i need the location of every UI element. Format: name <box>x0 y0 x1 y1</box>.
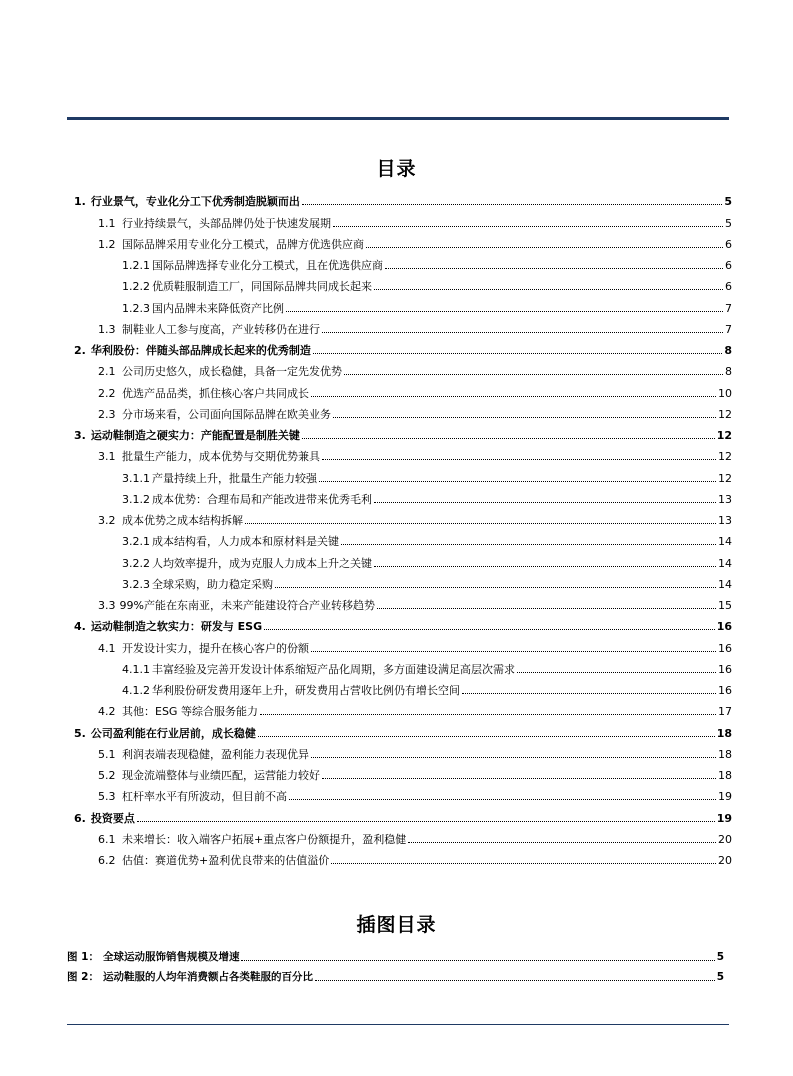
toc-entry-page: 12 <box>716 429 732 442</box>
toc-entry-page: 20 <box>718 832 732 846</box>
toc-dot-leader <box>302 437 715 439</box>
toc-entry-title: 全球采购，助力稳定采购 <box>152 577 273 591</box>
toc-entry-number: 2. <box>74 344 86 357</box>
toc-entry-page: 14 <box>718 556 732 570</box>
figure-toc-title: 插图目录 <box>356 914 437 936</box>
toc-dot-leader <box>302 203 723 205</box>
toc-entry-number: 1.1 <box>98 216 116 230</box>
figure-entry-page: 5 <box>716 951 724 963</box>
toc-entry-title: 利润表端表现稳健，盈利能力表现优异 <box>122 747 309 761</box>
toc-dot-leader <box>311 756 716 758</box>
toc-entry-page: 8 <box>725 365 732 379</box>
toc-list <box>74 187 732 867</box>
toc-entry-number: 4.2 <box>98 705 116 719</box>
figure-entry[interactable] <box>67 944 724 964</box>
toc-entry[interactable] <box>74 421 732 442</box>
footer-rule <box>67 1024 729 1025</box>
toc-entry-number: 1. <box>74 195 86 209</box>
toc-entry-page: 7 <box>725 322 732 336</box>
toc-entry-title: 国际品牌选择专业化分工模式，且在优选供应商 <box>152 259 383 272</box>
toc-entry-page: 7 <box>725 301 732 315</box>
toc-entry[interactable] <box>74 251 732 272</box>
toc-entry-title: 成本结构看，人力成本和原材料是关键 <box>152 535 339 549</box>
toc-entry-number: 3.1.2 <box>122 492 150 506</box>
toc-entry-page: 16 <box>718 684 732 697</box>
toc-entry[interactable] <box>74 463 732 484</box>
toc-entry-number: 6.2 <box>98 854 116 867</box>
toc-entry[interactable] <box>74 293 732 314</box>
toc-entry-page: 19 <box>716 811 732 825</box>
toc-entry[interactable] <box>74 485 732 506</box>
toc-entry-number: 5.2 <box>98 769 116 782</box>
toc-entry-title: 运动鞋制造之软实力：研发与 ESG <box>90 620 263 634</box>
toc-dot-leader <box>517 671 716 673</box>
toc-entry-number: 4. <box>74 620 86 634</box>
toc-entry-page: 10 <box>718 386 732 400</box>
toc-dot-leader <box>289 798 716 800</box>
toc-entry[interactable] <box>74 761 732 782</box>
figure-entry[interactable] <box>67 964 724 984</box>
toc-entry-title: 人均效率提升，成为克服人力成本上升之关键 <box>152 556 372 570</box>
toc-entry[interactable] <box>74 400 732 421</box>
toc-dot-leader <box>366 246 723 248</box>
toc-entry[interactable] <box>74 718 732 739</box>
header-rule <box>67 117 729 120</box>
toc-entry-page: 6 <box>725 237 732 251</box>
toc-entry-title: 华利股份研发费用逐年上升，研发费用占营收比例仍有增长空间 <box>152 684 460 697</box>
toc-dot-leader <box>322 331 723 333</box>
toc-dot-leader <box>374 565 716 567</box>
toc-dot-leader <box>462 692 716 694</box>
toc-dot-leader <box>322 777 716 779</box>
toc-entry-title: 其他：ESG 等综合服务能力 <box>122 705 258 719</box>
toc-entry-number: 4.1.1 <box>122 662 150 676</box>
toc-entry[interactable] <box>74 570 732 591</box>
toc-entry-page: 18 <box>718 769 732 782</box>
toc-dot-leader <box>311 650 716 652</box>
toc-dot-leader <box>245 522 716 524</box>
toc-dot-leader <box>331 862 716 864</box>
toc-entry-page: 15 <box>718 599 732 612</box>
toc-entry-page: 12 <box>718 471 732 485</box>
toc-dot-leader <box>258 735 715 737</box>
toc-entry-title: 批量生产能力，成本优势与交期优势兼具 <box>122 450 320 464</box>
toc-entry-number: 6.1 <box>98 832 116 846</box>
toc-entry-number: 3.2.2 <box>122 556 150 570</box>
toc-entry[interactable] <box>74 208 732 229</box>
toc-entry-title: 未来增长：收入端客户拓展+重点客户份额提升，盈利稳健 <box>122 832 407 846</box>
toc-entry[interactable] <box>74 272 732 293</box>
toc-entry-number: 2.3 <box>98 407 116 421</box>
toc-entry-page: 20 <box>718 854 732 867</box>
toc-entry-title: 杠杆率水平有所波动，但目前不高 <box>122 790 287 804</box>
toc-entry-page: 18 <box>716 726 732 740</box>
toc-dot-leader <box>341 543 716 545</box>
toc-entry-number: 5. <box>74 726 86 740</box>
toc-entry-number: 3. <box>74 429 86 442</box>
toc-entry[interactable] <box>74 846 732 867</box>
toc-entry-number: 4.1 <box>98 641 116 655</box>
toc-entry-title: 99%产能在东南亚，未来产能建设符合产业转移趋势 <box>119 599 375 612</box>
toc-dot-leader <box>260 713 716 715</box>
toc-entry-number: 1.2.2 <box>122 280 150 294</box>
toc-entry[interactable] <box>74 527 732 548</box>
toc-entry-number: 1.3 <box>98 322 116 336</box>
figure-dot-leader <box>241 959 714 961</box>
toc-entry-page: 8 <box>724 344 732 357</box>
toc-entry-page: 17 <box>718 705 732 719</box>
toc-entry[interactable] <box>74 187 732 208</box>
toc-entry-number: 4.1.2 <box>122 684 150 697</box>
toc-entry[interactable] <box>74 633 732 654</box>
toc-entry-number: 5.3 <box>98 790 116 804</box>
toc-dot-leader <box>264 628 715 630</box>
toc-entry-number: 1.2.1 <box>122 259 150 272</box>
toc-dot-leader <box>333 225 723 227</box>
toc-entry-page: 5 <box>725 216 732 230</box>
toc-dot-leader <box>385 267 723 269</box>
toc-entry-number: 3.2.1 <box>122 535 150 549</box>
toc-entry[interactable] <box>74 442 732 463</box>
toc-entry-title: 投资要点 <box>90 811 135 825</box>
toc-entry[interactable] <box>74 548 732 569</box>
toc-entry-number: 3.2.3 <box>122 577 150 591</box>
figure-entry-number: 图 2： <box>67 971 99 983</box>
toc-entry-number: 2.1 <box>98 365 116 379</box>
toc-dot-leader <box>344 373 723 375</box>
toc-entry-number: 5.1 <box>98 747 116 761</box>
toc-entry-title: 行业持续景气，头部品牌仍处于快速发展期 <box>122 216 331 230</box>
toc-entry[interactable] <box>74 782 732 803</box>
toc-entry-page: 13 <box>718 514 732 527</box>
toc-entry-title: 运动鞋制造之硬实力：产能配置是制胜关键 <box>90 429 300 442</box>
toc-dot-leader <box>374 501 716 503</box>
toc-entry-page: 19 <box>718 790 732 804</box>
toc-dot-leader <box>333 416 716 418</box>
toc-entry[interactable] <box>74 591 732 612</box>
toc-entry-page: 6 <box>725 280 732 294</box>
toc-dot-leader <box>137 820 715 822</box>
toc-dot-leader <box>311 395 716 397</box>
toc-entry-title: 华利股份：伴随头部品牌成长起来的优秀制造 <box>90 344 311 357</box>
toc-entry[interactable] <box>74 315 732 336</box>
figure-dot-leader <box>315 979 715 981</box>
toc-entry-page: 12 <box>718 450 732 464</box>
toc-entry-title: 开发设计实力，提升在核心客户的份额 <box>122 641 309 655</box>
toc-entry-title: 估值：赛道优势+盈利优良带来的估值溢价 <box>122 854 330 867</box>
toc-entry-title: 产量持续上升，批量生产能力较强 <box>152 471 317 485</box>
toc-entry-page: 14 <box>718 577 732 591</box>
toc-entry-page: 12 <box>718 407 732 421</box>
toc-entry-title: 公司历史悠久，成长稳健，具备一定先发优势 <box>122 365 342 379</box>
toc-entry[interactable] <box>74 506 732 527</box>
toc-entry-page: 16 <box>718 641 732 655</box>
toc-dot-leader <box>313 352 723 354</box>
toc-entry[interactable] <box>74 336 732 357</box>
toc-entry-title: 国内品牌未来降低资产比例 <box>152 301 284 315</box>
toc-entry[interactable] <box>74 740 732 761</box>
toc-entry-title: 国际品牌采用专业化分工模式，品牌方优选供应商 <box>122 237 364 251</box>
toc-entry-title: 现金流端整体与业绩匹配，运营能力较好 <box>122 769 320 782</box>
toc-entry-number: 2.2 <box>98 386 116 400</box>
toc-entry-title: 丰富经验及完善开发设计体系缩短产品化周期，多方面建设满足高层次需求 <box>152 662 515 676</box>
toc-dot-leader <box>275 586 716 588</box>
toc-entry[interactable] <box>74 612 732 633</box>
toc-entry-title: 分市场来看，公司面向国际品牌在欧美业务 <box>122 407 331 421</box>
toc-entry-number: 3.3 <box>98 599 116 612</box>
toc-entry-title: 优质鞋服制造工厂，同国际品牌共同成长起来 <box>152 280 372 294</box>
toc-entry-title: 制鞋业人工参与度高，产业转移仍在进行 <box>122 322 320 336</box>
toc-entry-page: 18 <box>718 747 732 761</box>
toc-entry-title: 成本优势之成本结构拆解 <box>122 514 243 527</box>
toc-entry-number: 3.1.1 <box>122 471 150 485</box>
figure-toc-list <box>67 944 724 984</box>
toc-dot-leader <box>377 607 716 609</box>
toc-entry-number: 6. <box>74 811 86 825</box>
toc-entry-page: 16 <box>718 662 732 676</box>
toc-dot-leader <box>319 480 716 482</box>
toc-dot-leader <box>286 310 723 312</box>
figure-entry-title: 运动鞋服的人均年消费额占各类鞋服的百分比 <box>102 971 313 983</box>
toc-entry-title: 公司盈利能在行业居前，成长稳健 <box>90 726 256 740</box>
toc-title: 目录 <box>376 158 417 180</box>
toc-entry-number: 1.2.3 <box>122 301 150 315</box>
toc-entry-number: 3.2 <box>98 514 116 527</box>
toc-entry[interactable] <box>74 230 732 251</box>
toc-dot-leader <box>374 288 723 290</box>
toc-entry[interactable] <box>74 655 732 676</box>
toc-entry-title: 优选产品品类，抓住核心客户共同成长 <box>122 386 309 400</box>
toc-entry-page: 5 <box>724 195 732 209</box>
toc-entry-page: 16 <box>716 620 732 634</box>
toc-entry-title: 行业景气，专业化分工下优秀制造脱颖而出 <box>90 195 300 209</box>
toc-entry-page: 14 <box>718 535 732 549</box>
toc-entry-number: 3.1 <box>98 450 116 464</box>
toc-entry[interactable] <box>74 357 732 378</box>
toc-entry-page: 6 <box>725 259 732 272</box>
toc-entry[interactable] <box>74 825 732 846</box>
toc-entry[interactable] <box>74 378 732 399</box>
toc-entry-page: 13 <box>718 492 732 506</box>
toc-dot-leader <box>408 841 716 843</box>
toc-entry-title: 成本优势：合理布局和产能改进带来优秀毛利 <box>152 492 372 506</box>
toc-entry-number: 1.2 <box>98 237 116 251</box>
figure-entry-page: 5 <box>716 971 724 983</box>
toc-entry[interactable] <box>74 803 732 824</box>
toc-entry[interactable] <box>74 676 732 697</box>
toc-dot-leader <box>322 458 716 460</box>
toc-entry[interactable] <box>74 697 732 718</box>
figure-entry-title: 全球运动服饰销售规模及增速 <box>102 951 240 963</box>
figure-entry-number: 图 1： <box>67 951 99 963</box>
